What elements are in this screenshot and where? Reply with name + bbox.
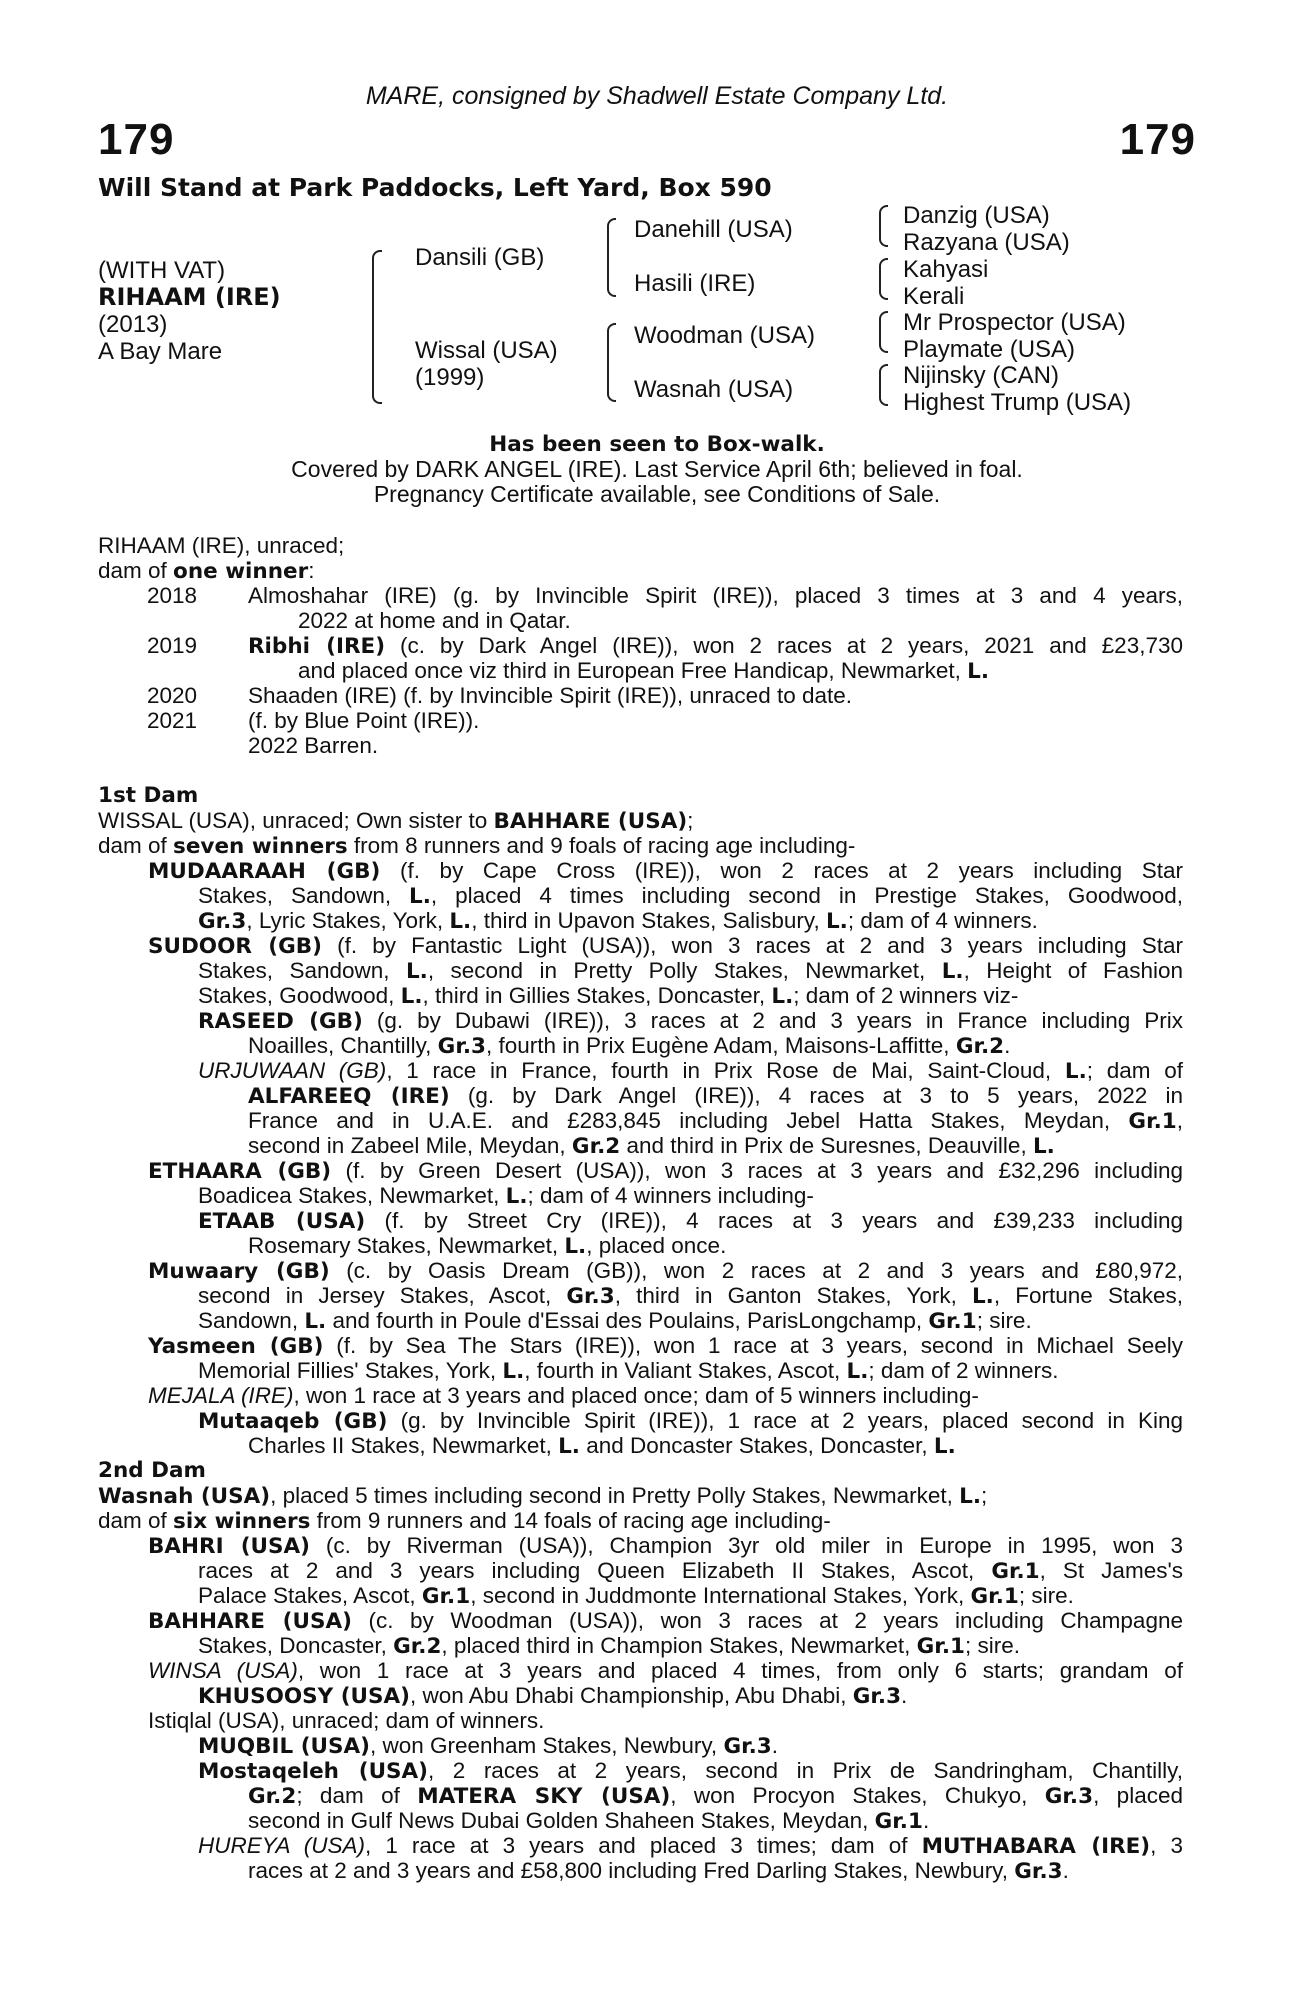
dam-line: BAHHARE (USA) (c. by Woodman (USA)), won 3 races at 2 years including Champagne bbox=[148, 1608, 1183, 1634]
dam-line: Memorial Fillies' Stakes, York, L., fourth in Valiant Stakes, Ascot, L.; dam of 2 winners. bbox=[198, 1358, 1059, 1384]
produce-year: 2018 bbox=[147, 583, 198, 608]
dam-line: WISSAL (USA), unraced; Own sister to BAHHARE (USA); bbox=[98, 808, 694, 834]
covered-note: Covered by DARK ANGEL (IRE). Last Service April 6th; believed in foal. bbox=[291, 456, 1023, 482]
ancestor-ssd: Razyana (USA) bbox=[903, 229, 1070, 256]
dam-line: ALFAREEQ (IRE) (g. by Dark Angel (IRE)), 4 races at 3 to 5 years, 2022 in bbox=[248, 1083, 1183, 1109]
dam-line: Muwaary (GB) (c. by Oasis Dream (GB)), won 2 races at 2 and 3 years and £80,972, bbox=[148, 1258, 1183, 1284]
produce-entry: (f. by Blue Point (IRE)). bbox=[248, 708, 480, 733]
ancestor-sds: Kahyasi bbox=[903, 256, 989, 283]
dam-line: WINSA (USA), won 1 race at 3 years and placed 4 times, from only 6 starts; grandam of bbox=[148, 1658, 1183, 1683]
dam-line: Wasnah (USA), placed 5 times including second in Pretty Polly Stakes, Newmarket, L.; bbox=[98, 1483, 988, 1509]
dam-name: Wissal (USA) bbox=[415, 337, 558, 364]
ancestor-dsd: Playmate (USA) bbox=[903, 336, 1076, 363]
dam-line: BAHRI (USA) (c. by Riverman (USA)), Champion 3yr old miler in Europe in 1995, won 3 bbox=[148, 1533, 1183, 1559]
dam-line: MUDAARAAH (GB) (f. by Cape Cross (IRE)), won 2 races at 2 years including Star bbox=[148, 858, 1183, 884]
sire-name: Dansili (GB) bbox=[415, 244, 545, 271]
dam-line: HUREYA (USA), 1 race at 3 years and placed 3 times; dam of MUTHABARA (IRE), 3 bbox=[198, 1833, 1183, 1859]
dam-line: second in Jersey Stakes, Ascot, Gr.3, third in Ganton Stakes, York, L., Fortune Stakes, bbox=[198, 1283, 1183, 1309]
produce-year: 2021 bbox=[147, 708, 198, 733]
vat-note: (WITH VAT) bbox=[98, 257, 226, 284]
dam-line: Stakes, Sandown, L., placed 4 times including second in Prestige Stakes, Goodwood, bbox=[198, 883, 1183, 909]
section-heading-2nd-dam: 2nd Dam bbox=[98, 1458, 206, 1483]
produce-summary: dam of one winner: bbox=[98, 558, 315, 584]
ancestor-ddd: Highest Trump (USA) bbox=[903, 389, 1132, 416]
dam-line: second in Zabeel Mile, Meydan, Gr.2 and third in Prix de Suresnes, Deauville, L. bbox=[248, 1133, 1055, 1159]
lot-number-left: 179 bbox=[98, 115, 175, 164]
dam-line: Sandown, L. and fourth in Poule d'Essai des Poulains, ParisLongchamp, Gr.1; sire. bbox=[198, 1308, 1032, 1334]
dam-line: Stakes, Goodwood, L., third in Gillies Stakes, Doncaster, L.; dam of 2 winners viz- bbox=[198, 983, 1019, 1009]
dam-line: Noailles, Chantilly, Gr.3, fourth in Prix Eugène Adam, Maisons-Laffitte, Gr.2. bbox=[248, 1033, 1011, 1059]
boxwalk-note: Has been seen to Box-walk. bbox=[489, 432, 825, 457]
pedigree-brace-g1 bbox=[879, 205, 888, 247]
pedigree-brace-main bbox=[372, 250, 382, 404]
dam-line: MUQBIL (USA), won Greenham Stakes, Newbury, Gr.3. bbox=[198, 1733, 779, 1759]
dam-sire: Woodman (USA) bbox=[634, 322, 815, 349]
dam-line: second in Gulf News Dubai Golden Shaheen Stakes, Meydan, Gr.1. bbox=[248, 1808, 930, 1834]
horse-year: (2013) bbox=[98, 311, 168, 338]
produce-entry-cont: and placed once viz third in European Free Handicap, Newmarket, L. bbox=[298, 658, 989, 684]
dam-line: races at 2 and 3 years and £58,800 including Fred Darling Stakes, Newbury, Gr.3. bbox=[248, 1858, 1069, 1884]
ancestor-sss: Danzig (USA) bbox=[903, 202, 1050, 229]
horse-description: A Bay Mare bbox=[98, 338, 223, 365]
produce-entry: Almoshahar (IRE) (g. by Invincible Spirit (IRE)), placed 3 times at 3 and 4 years, bbox=[248, 583, 1183, 608]
dam-line: Gr.3, Lyric Stakes, York, L., third in Upavon Stakes, Salisbury, L.; dam of 4 winners. bbox=[198, 908, 1038, 934]
ancestor-dds: Nijinsky (CAN) bbox=[903, 362, 1059, 389]
dam-line: MEJALA (IRE), won 1 race at 3 years and placed once; dam of 5 winners including- bbox=[148, 1383, 979, 1408]
produce-year: 2019 bbox=[147, 633, 198, 658]
pedigree-brace-g2 bbox=[879, 258, 888, 300]
dam-line: Palace Stakes, Ascot, Gr.1, second in Juddmonte International Stakes, York, Gr.1; sire. bbox=[198, 1583, 1074, 1609]
dam-line: SUDOOR (GB) (f. by Fantastic Light (USA)), won 3 races at 2 and 3 years including Star bbox=[148, 933, 1183, 959]
produce-entry-cont: 2022 at home and in Qatar. bbox=[298, 608, 571, 633]
produce-intro: RIHAAM (IRE), unraced; bbox=[98, 533, 345, 558]
produce-entry: 2022 Barren. bbox=[248, 733, 379, 758]
pregnancy-note: Pregnancy Certificate available, see Conditions of Sale. bbox=[373, 481, 941, 507]
ancestor-sdd: Kerali bbox=[903, 283, 965, 310]
dam-line: Charles II Stakes, Newmarket, L. and Doncaster Stakes, Doncaster, L. bbox=[248, 1433, 956, 1459]
produce-entry: Ribhi (IRE) (c. by Dark Angel (IRE)), won 2 races at 2 years, 2021 and £23,730 bbox=[248, 633, 1183, 659]
ancestor-dss: Mr Prospector (USA) bbox=[903, 309, 1126, 336]
dam-line: ETAAB (USA) (f. by Street Cry (IRE)), 4 races at 3 years and £39,233 including bbox=[198, 1208, 1183, 1234]
dam-line: KHUSOOSY (USA), won Abu Dhabi Championship, Abu Dhabi, Gr.3. bbox=[198, 1683, 908, 1709]
pedigree-brace-g3 bbox=[879, 311, 888, 353]
dam-line: Mostaqeleh (USA), 2 races at 2 years, second in Prix de Sandringham, Chantilly, bbox=[198, 1758, 1183, 1784]
dam-line: Yasmeen (GB) (f. by Sea The Stars (IRE)), won 1 race at 3 years, second in Michael Seely bbox=[148, 1333, 1183, 1359]
produce-year: 2020 bbox=[147, 683, 198, 708]
consignor-line: MARE, consigned by Shadwell Estate Company Ltd. bbox=[365, 82, 949, 110]
dam-line: races at 2 and 3 years including Queen Elizabeth II Stakes, Ascot, Gr.1, St James's bbox=[198, 1558, 1183, 1584]
dam-line: RASEED (GB) (g. by Dubawi (IRE)), 3 races at 2 and 3 years in France including Prix bbox=[198, 1008, 1183, 1034]
dam-line: Stakes, Doncaster, Gr.2, placed third in Champion Stakes, Newmarket, Gr.1; sire. bbox=[198, 1633, 1020, 1659]
produce-entry: Shaaden (IRE) (f. by Invincible Spirit (IRE)), unraced to date. bbox=[248, 683, 853, 708]
dam-line: France and in U.A.E. and £283,845 including Jebel Hatta Stakes, Meydan, Gr.1, bbox=[248, 1108, 1183, 1134]
lot-number-right: 179 bbox=[1119, 115, 1196, 164]
pedigree-brace-sire bbox=[607, 218, 616, 297]
dam-line: Boadicea Stakes, Newmarket, L.; dam of 4 winners including- bbox=[198, 1183, 814, 1209]
dam-line: URJUWAAN (GB), 1 race in France, fourth in Prix Rose de Mai, Saint-Cloud, L.; dam of bbox=[198, 1058, 1183, 1084]
dam-line: Istiqlal (USA), unraced; dam of winners. bbox=[148, 1708, 545, 1733]
dam-dam: Wasnah (USA) bbox=[634, 376, 794, 403]
pedigree-brace-g4 bbox=[879, 364, 888, 406]
dam-line: ETHAARA (GB) (f. by Green Desert (USA)), won 3 races at 3 years and £32,296 including bbox=[148, 1158, 1183, 1184]
horse-name: RIHAAM (IRE) bbox=[98, 283, 281, 311]
sire-dam: Hasili (IRE) bbox=[634, 270, 756, 297]
sire-sire: Danehill (USA) bbox=[634, 216, 793, 243]
dam-line: Stakes, Sandown, L., second in Pretty Polly Stakes, Newmarket, L., Height of Fashion bbox=[198, 958, 1183, 984]
dam-year: (1999) bbox=[415, 364, 485, 391]
pedigree-brace-dam bbox=[607, 323, 616, 402]
dam-line: dam of seven winners from 8 runners and 9 foals of racing age including- bbox=[98, 833, 856, 859]
section-heading-1st-dam: 1st Dam bbox=[98, 783, 199, 808]
stand-location: Will Stand at Park Paddocks, Left Yard, Box 590 bbox=[98, 173, 772, 202]
dam-line: Mutaaqeb (GB) (g. by Invincible Spirit (IRE)), 1 race at 2 years, placed second in King bbox=[198, 1408, 1184, 1434]
dam-line: Rosemary Stakes, Newmarket, L., placed once. bbox=[248, 1233, 727, 1259]
dam-line: dam of six winners from 9 runners and 14 foals of racing age including- bbox=[98, 1508, 831, 1534]
dam-line: Gr.2; dam of MATERA SKY (USA), won Procyon Stakes, Chukyo, Gr.3, placed bbox=[248, 1783, 1183, 1809]
